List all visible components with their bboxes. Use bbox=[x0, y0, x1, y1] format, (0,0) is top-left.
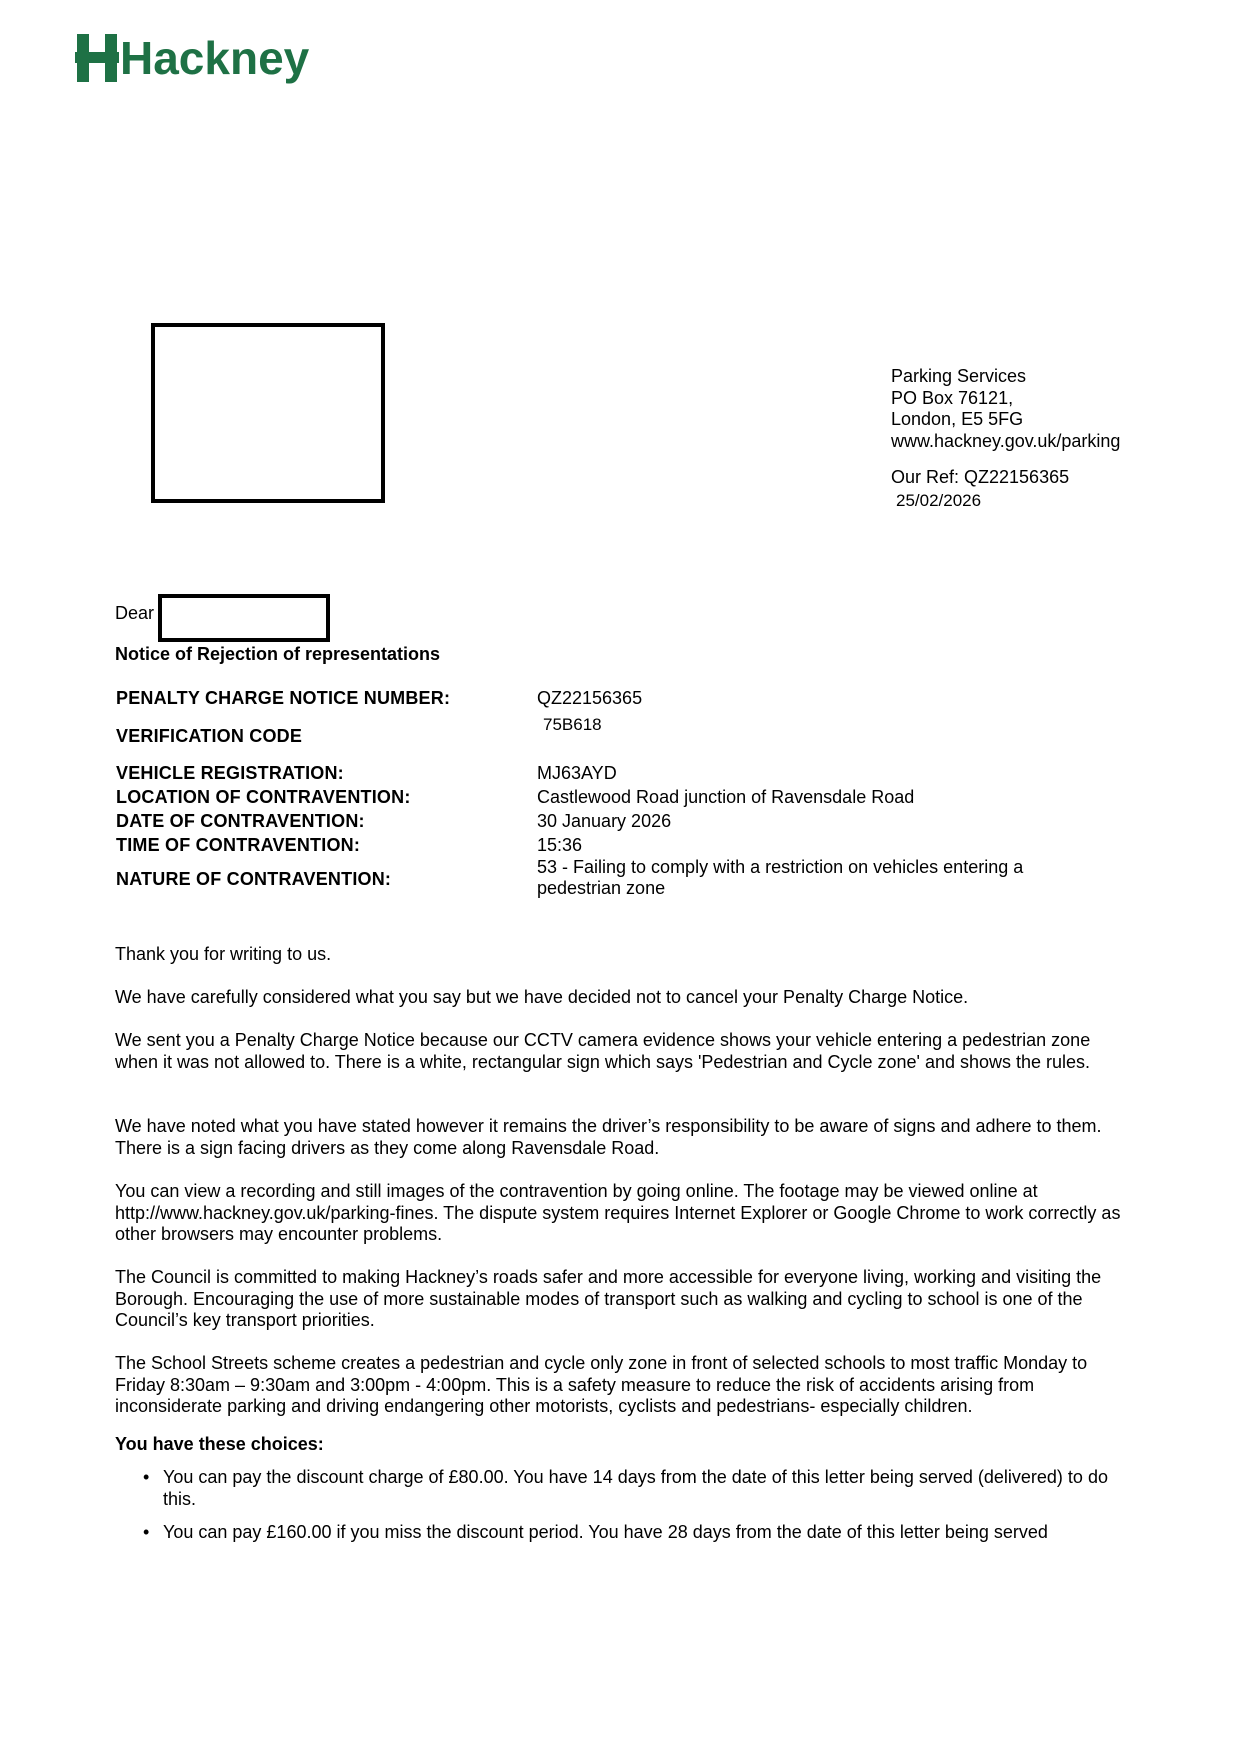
redacted-address-box bbox=[151, 323, 385, 503]
vehicle-value: MJ63AYD bbox=[537, 763, 617, 783]
date-label: DATE OF CONTRAVENTION: bbox=[116, 811, 365, 831]
date-value: 30 January 2026 bbox=[537, 811, 672, 831]
list-item: You can pay £160.00 if you miss the discount period. You have 28 days from the date of this letter being served bbox=[163, 1522, 1048, 1542]
logo-text: Hackney bbox=[120, 32, 310, 84]
bullet-icon: • bbox=[143, 1522, 150, 1542]
letter-date: 25/02/2026 bbox=[896, 491, 982, 510]
paragraph: The School Streets scheme creates a pedestrian and cycle only zone in front of selected schools to most traffic Monday to Friday 8:30am – 9:30am and 3:00pm - 4:00pm. This is a safety measure to reduce the risk of accidents arising from inconsiderate parking and driving endangering other motorists, cyclists and pedestrians- especially children. bbox=[115, 1353, 1088, 1416]
sender-line: London, E5 5FG bbox=[891, 409, 1024, 429]
hackney-logo-icon bbox=[74, 30, 356, 86]
location-label: LOCATION OF CONTRAVENTION: bbox=[116, 787, 411, 807]
vehicle-label: VEHICLE REGISTRATION: bbox=[116, 763, 344, 783]
choices-heading: You have these choices: bbox=[115, 1434, 324, 1454]
sender-line: PO Box 76121, bbox=[891, 387, 1014, 408]
sender-line: Parking Services bbox=[891, 366, 1027, 386]
paragraph: We have carefully considered what you say but we have decided not to cancel your Penalty Charge Notice. bbox=[115, 987, 969, 1007]
time-value: 15:36 bbox=[537, 835, 583, 855]
paragraph: We sent you a Penalty Charge Notice because our CCTV camera evidence shows your vehicle entering a pedestrian zone when it was not allowed to. There is a white, rectangular sign which says 'Pedestrian and Cycle zone' and shows the rules. bbox=[115, 1030, 1091, 1072]
location-value: Castlewood Road junction of Ravensdale Road bbox=[537, 787, 915, 807]
nature-label: NATURE OF CONTRAVENTION: bbox=[116, 869, 392, 889]
paragraph: You can view a recording and still images of the contravention by going online. The footage may be viewed online at http://www.hackney.gov.uk/parking-fines. The dispute system requires Internet Explorer or Google Chrome to work correctly as other browsers may encounter problems. bbox=[115, 1181, 1121, 1244]
redacted-name-box bbox=[158, 594, 330, 642]
bullet-icon: • bbox=[143, 1467, 150, 1487]
pcn-value: QZ22156365 bbox=[537, 688, 643, 708]
verification-value: 75B618 bbox=[543, 715, 602, 734]
paragraph: The Council is committed to making Hackney’s roads safer and more accessible for everyone living, working and visiting the Borough. Encouraging the use of more sustainable modes of transport such as walking and cycling to school is one of the Council’s key transport priorities. bbox=[115, 1267, 1102, 1330]
salutation: Dear bbox=[115, 603, 155, 623]
sender-address bbox=[891, 366, 1120, 452]
paragraph: We have noted what you have stated however it remains the driver’s responsibility to be aware of signs and adhere to them. There is a sign facing drivers as they come along Ravensdale Road. bbox=[115, 1116, 1102, 1158]
sender-website: www.hackney.gov.uk/parking bbox=[891, 430, 1121, 451]
notice-title: Notice of Rejection of representations bbox=[115, 644, 441, 664]
verification-label: VERIFICATION CODE bbox=[116, 726, 303, 746]
list-item: You can pay the discount charge of £80.00. You have 14 days from the date of this letter being served (delivered) to do this. bbox=[163, 1467, 1108, 1509]
nature-value: 53 - Failing to comply with a restriction on vehicles entering a pedestrian zone bbox=[537, 857, 1024, 898]
hackney-logo bbox=[74, 30, 356, 86]
paragraph: Thank you for writing to us. bbox=[115, 944, 332, 964]
time-label: TIME OF CONTRAVENTION: bbox=[116, 835, 361, 855]
our-reference: Our Ref: QZ22156365 bbox=[891, 467, 1070, 487]
pcn-label: PENALTY CHARGE NOTICE NUMBER: bbox=[116, 688, 451, 708]
